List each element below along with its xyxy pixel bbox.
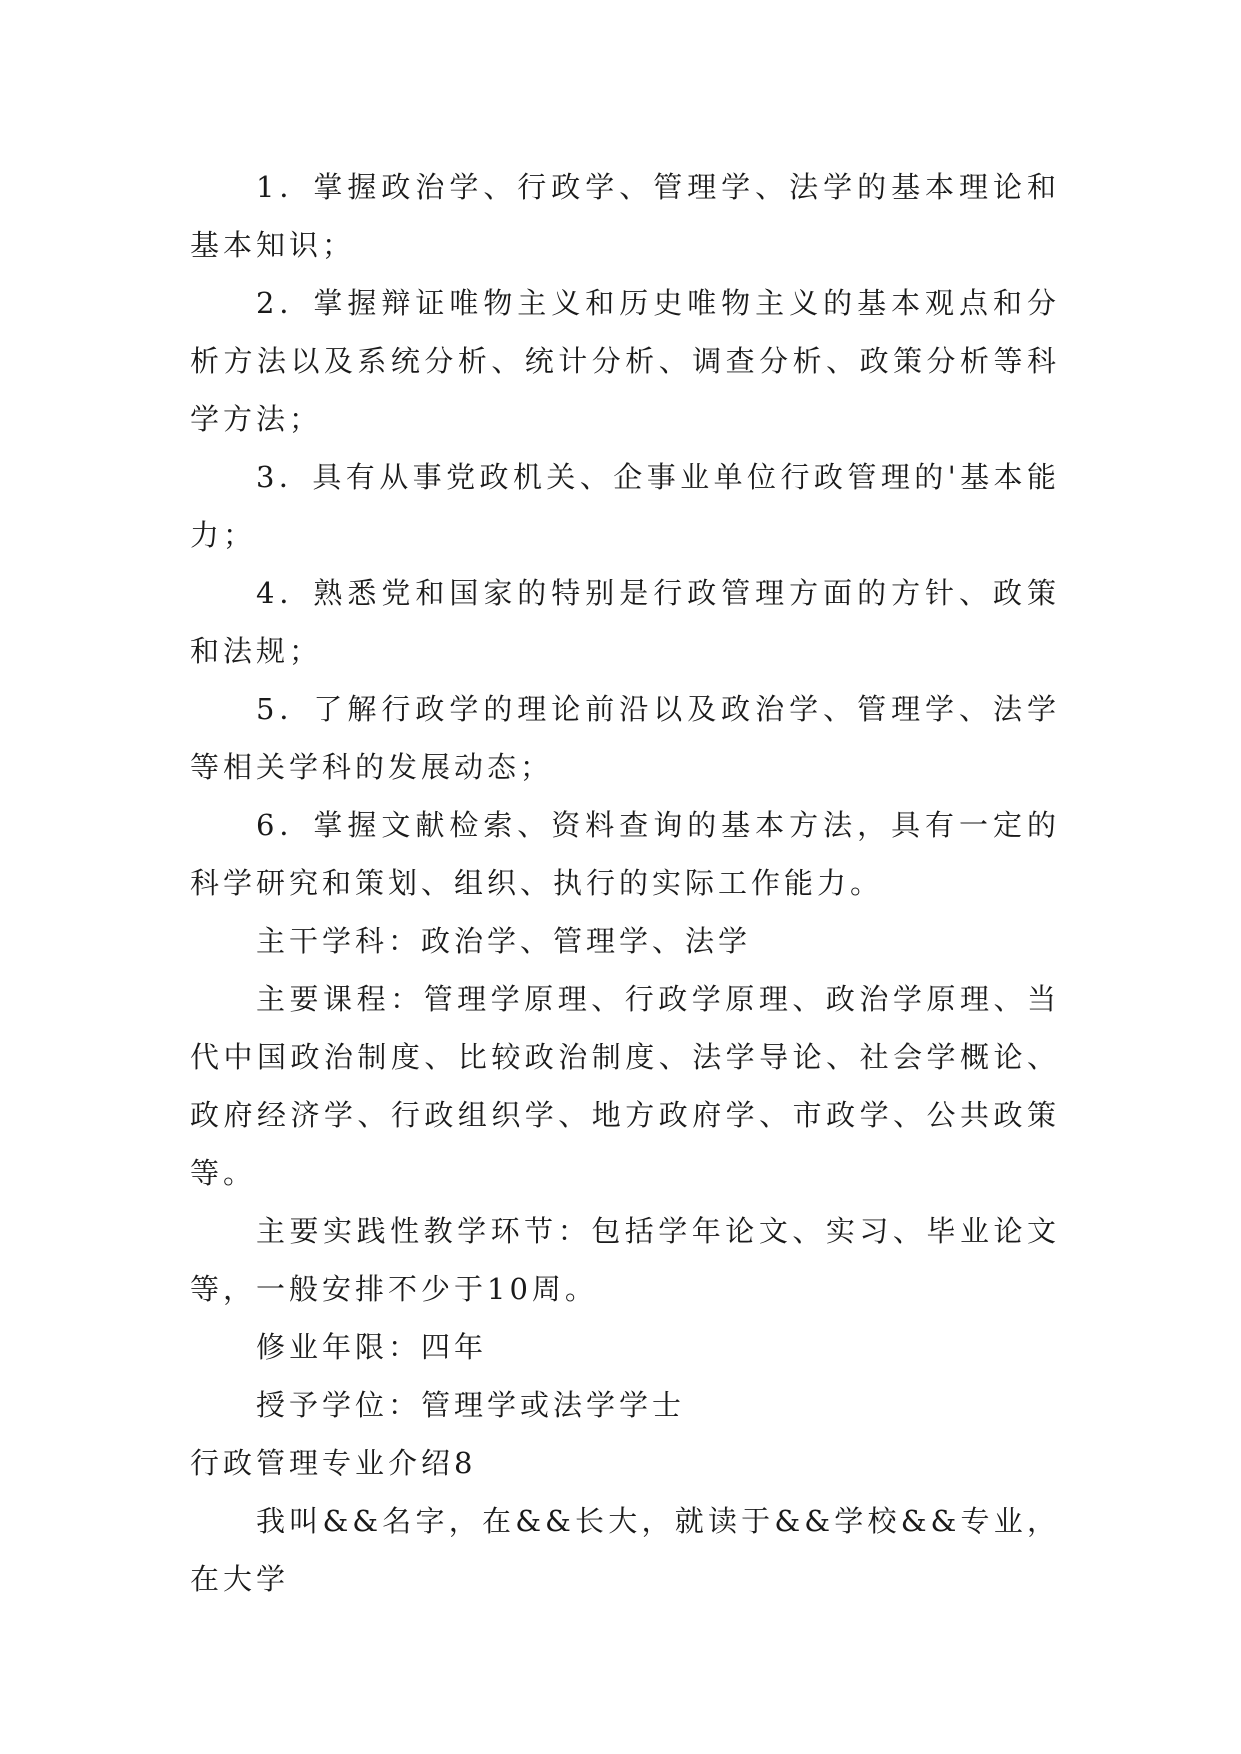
degree-awarded: 授予学位：管理学或法学学士 (256, 1388, 686, 1422)
requirement-item-6: 6．掌握文献检索、资料查询的基本方法，具有一定的科学研究和策划、组织、执行的实际工作能力。 (190, 808, 1060, 900)
document-body (190, 158, 1060, 1608)
core-disciplines: 主干学科：政治学、管理学、法学 (256, 924, 752, 958)
requirement-item-2: 2．掌握辩证唯物主义和历史唯物主义的基本观点和分析方法以及系统分析、统计分析、调查分析、政策分析等科学方法； (190, 286, 1060, 436)
requirement-item-3: 3．具有从事党政机关、企事业单位行政管理的'基本能力； (190, 460, 1060, 552)
requirement-item-4: 4．熟悉党和国家的特别是行政管理方面的方针、政策和法规； (190, 576, 1060, 668)
study-duration: 修业年限：四年 (256, 1330, 488, 1364)
requirement-item-5: 5．了解行政学的理论前沿以及政治学、管理学、法学等相关学科的发展动态； (190, 692, 1060, 784)
section-heading: 行政管理专业介绍8 (190, 1446, 477, 1480)
practical-teaching: 主要实践性教学环节：包括学年论文、实习、毕业论文等，一般安排不少于10周。 (190, 1214, 1060, 1306)
main-courses: 主要课程：管理学原理、行政学原理、政治学原理、当代中国政治制度、比较政治制度、法学导论、社会学概论、政府经济学、行政组织学、地方政府学、市政学、公共政策等。 (190, 982, 1060, 1190)
requirement-item-1: 1．掌握政治学、行政学、管理学、法学的基本理论和基本知识； (190, 170, 1060, 262)
closing-paragraph: 我叫&&名字，在&&长大，就读于&&学校&&专业，在大学 (190, 1504, 1060, 1596)
